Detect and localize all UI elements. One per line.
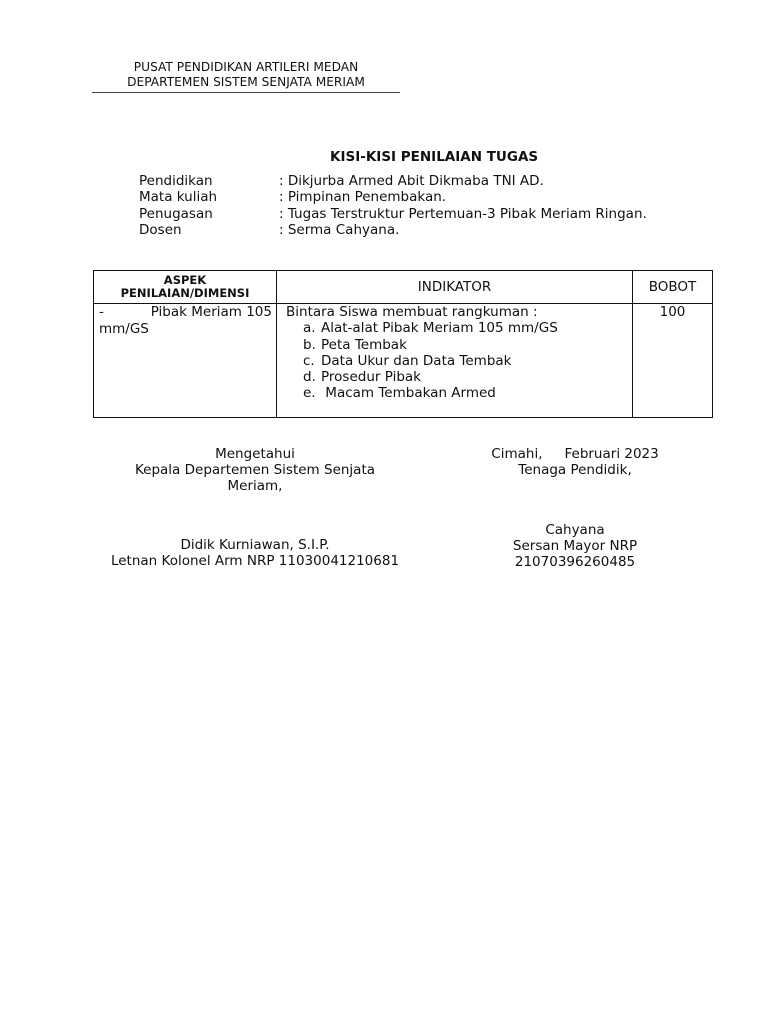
info-label: Penugasan bbox=[139, 205, 213, 222]
info-label: Mata kuliah bbox=[139, 189, 218, 206]
column-header-aspect bbox=[94, 271, 277, 304]
aspect-text-cont: mm/GS bbox=[99, 320, 149, 337]
cell-bobot: 100 bbox=[633, 304, 713, 418]
info-row-penugasan bbox=[139, 206, 647, 222]
signature-left-name-block bbox=[88, 537, 422, 569]
column-header-indikator: INDIKATOR bbox=[277, 271, 633, 304]
info-row-mata-kuliah bbox=[139, 189, 647, 205]
list-text: Macam Tembakan Armed bbox=[321, 385, 496, 402]
cell-aspect bbox=[94, 304, 277, 418]
signatory-left-name: Didik Kurniawan, S.I.P. bbox=[180, 537, 330, 553]
header-underline bbox=[92, 92, 400, 93]
place-text: Cimahi, bbox=[491, 446, 543, 462]
info-value: : Dikjurba Armed Abit Dikmaba TNI AD. bbox=[279, 173, 544, 189]
info-value: : Serma Cahyana. bbox=[279, 221, 400, 238]
signature-right-role: Tenaga Pendidik, bbox=[518, 462, 632, 478]
signatory-right-name: Cahyana bbox=[545, 522, 605, 538]
info-label: Pendidikan bbox=[139, 173, 213, 189]
list-text: Peta Tembak bbox=[321, 336, 407, 353]
list-item bbox=[303, 353, 632, 369]
indikator-intro: Bintara Siswa membuat rangkuman : bbox=[286, 304, 538, 320]
list-letter: b. bbox=[303, 336, 316, 353]
list-letter: a. bbox=[303, 320, 316, 337]
signatory-right-nrp: 21070396260485 bbox=[514, 554, 636, 570]
list-text: Data Ukur dan Data Tembak bbox=[321, 352, 512, 369]
signature-right-place-date bbox=[470, 446, 680, 462]
info-label: Dosen bbox=[139, 221, 182, 238]
table-row bbox=[94, 304, 713, 418]
aspect-line bbox=[99, 304, 272, 321]
cell-indikator bbox=[277, 304, 633, 418]
aspect-dash: - bbox=[99, 304, 104, 320]
info-row-pendidikan bbox=[139, 173, 647, 189]
signature-left-position: Kepala Departemen Sistem Senjata bbox=[134, 462, 376, 478]
document-title: KISI-KISI PENILAIAN TUGAS bbox=[330, 149, 539, 165]
aspect-text: Pibak Meriam 105 bbox=[150, 304, 272, 320]
list-letter: c. bbox=[303, 352, 315, 369]
info-value: : Tugas Terstruktur Pertemuan-3 Pibak Meriam Ringan. bbox=[279, 205, 647, 222]
list-item bbox=[303, 337, 632, 353]
indikator-list bbox=[286, 320, 632, 401]
signature-left-acknowledge: Mengetahui bbox=[215, 446, 295, 462]
list-text: Prosedur Pibak bbox=[321, 369, 421, 386]
signatory-left-rank: Letnan Kolonel Arm NRP 11030041210681 bbox=[110, 553, 400, 569]
list-letter: e. bbox=[303, 385, 316, 402]
signature-left-block bbox=[88, 446, 422, 494]
document-header bbox=[92, 60, 400, 90]
list-letter: d. bbox=[303, 369, 316, 386]
assessment-table bbox=[93, 270, 713, 418]
list-item bbox=[303, 369, 632, 385]
signature-left-position-cont: Meriam, bbox=[227, 478, 283, 494]
header-department: DEPARTEMEN SISTEM SENJATA MERIAM bbox=[127, 75, 365, 89]
column-header-bobot: BOBOT bbox=[633, 271, 713, 304]
info-row-dosen bbox=[139, 222, 647, 238]
info-block bbox=[139, 173, 647, 238]
signature-right-name-block bbox=[470, 522, 680, 570]
signatory-right-rank: Sersan Mayor NRP bbox=[512, 538, 638, 554]
list-item bbox=[303, 385, 632, 401]
date-text: Februari 2023 bbox=[564, 446, 659, 462]
table-header-row bbox=[94, 271, 713, 304]
info-value: : Pimpinan Penembakan. bbox=[279, 189, 447, 206]
aspect-header-line2: PENILAIAN/DIMENSI bbox=[120, 286, 250, 300]
header-institution: PUSAT PENDIDIKAN ARTILERI MEDAN bbox=[133, 60, 359, 74]
list-item bbox=[303, 320, 632, 336]
signature-right-block bbox=[470, 446, 680, 478]
list-text: Alat-alat Pibak Meriam 105 mm/GS bbox=[321, 320, 558, 337]
aspect-header-line1: ASPEK bbox=[163, 272, 207, 287]
